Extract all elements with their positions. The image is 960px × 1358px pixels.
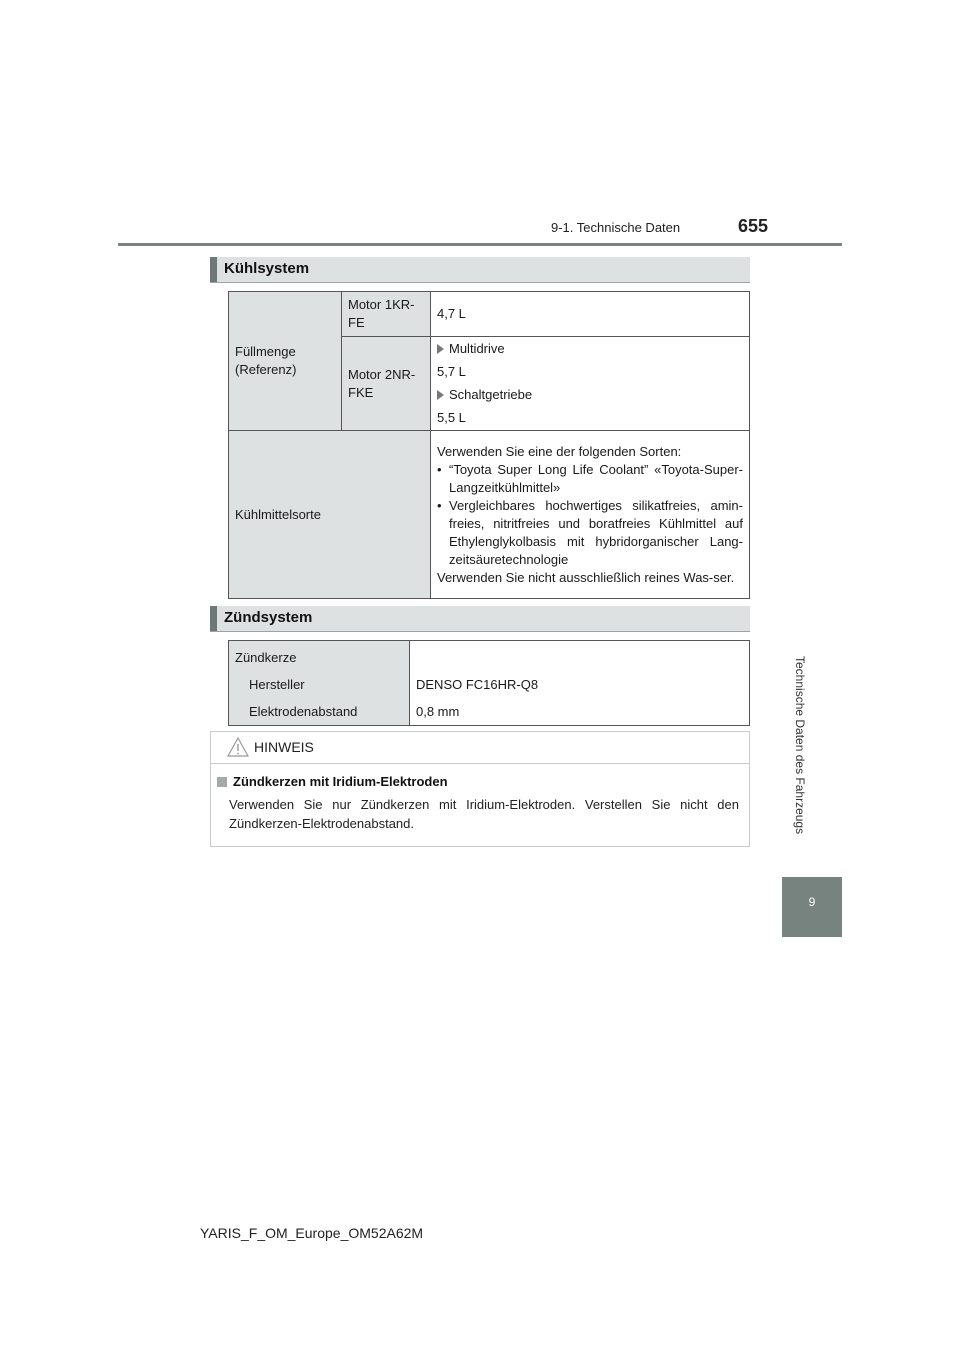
arrow-icon [437, 344, 444, 354]
fill-quantity-label: Füllmenge (Referenz) [235, 344, 297, 377]
cooling-section-title: Kühlsystem [224, 260, 310, 277]
notice-body: Verwenden Sie nur Zündkerzen mit Iridium-Elektroden. Verstellen Sie nicht den Zündkerzen-Elektrodenabstand. [229, 797, 739, 831]
engine-1kr-label: Motor 1KR-FE [348, 297, 415, 330]
arrow-icon [437, 390, 444, 400]
ignition-table [228, 640, 750, 726]
bullet-square-icon [217, 777, 227, 787]
manual-transmission-label: Schaltgetriebe [449, 387, 533, 402]
ignition-section-header [210, 606, 750, 632]
manual-transmission-value: 5,5 L [437, 410, 466, 425]
cooling-table [228, 291, 750, 599]
chapter-side-label: Technische Daten des Fahrzeugs [793, 656, 807, 835]
electrode-gap-label: Elektrodenabstand [249, 704, 358, 719]
electrode-gap-value: 0,8 mm [416, 704, 460, 719]
coolant-warning: Verwenden Sie nicht ausschließlich reines Was-ser. [437, 569, 735, 585]
section-marker [210, 257, 217, 282]
header-divider [118, 243, 842, 246]
spark-plug-label-cell [229, 641, 410, 726]
notice-header [211, 732, 749, 764]
manufacturer-value: DENSO FC16HR-Q8 [416, 677, 539, 692]
engine-2nr-label-cell [342, 337, 431, 431]
multidrive-label: Multidrive [449, 341, 505, 356]
section-marker [210, 606, 217, 631]
warning-triangle-icon [227, 737, 249, 757]
spark-plug-label: Zündkerze [235, 650, 297, 665]
engine-1kr-value: 4,7 L [437, 306, 466, 321]
manufacturer-label: Hersteller [249, 677, 305, 692]
cooling-section-header [210, 257, 750, 283]
notice-title: HINWEIS [254, 739, 314, 755]
coolant-option-2: Vergleichbares hochwertiges silikatfreies, amin-freies, nitritfreies und boratfreies Kühlmittel auf Ethylenglykolbasis mit hybridorganischer Lang-zeitsäuretechnologie [449, 497, 743, 567]
spark-plug-value-cell [410, 641, 750, 726]
engine-1kr-value-cell [431, 292, 750, 337]
coolant-type-label: Kühlmittelsorte [235, 506, 321, 522]
engine-1kr-label-cell [342, 292, 431, 337]
coolant-type-label-cell [229, 431, 431, 599]
multidrive-value: 5,7 L [437, 364, 466, 379]
ignition-section-title: Zündsystem [224, 609, 313, 626]
engine-2nr-value-cell [431, 337, 750, 431]
engine-2nr-label: Motor 2NR-FKE [348, 366, 416, 400]
notice-box [210, 731, 750, 847]
coolant-intro: Verwenden Sie eine der folgenden Sorten: [437, 443, 682, 459]
coolant-option-1: “Toyota Super Long Life Coolant” «Toyota-Super-Langzeitkühlmittel» [449, 461, 743, 495]
fill-quantity-label-cell [229, 292, 342, 431]
notice-subtitle: Zündkerzen mit Iridium-Elektroden [233, 774, 448, 789]
page-number: 655 [738, 216, 769, 236]
chapter-tab-number: 9 [808, 895, 816, 909]
document-id: YARIS_F_OM_Europe_OM52A62M [200, 1225, 424, 1241]
coolant-type-value-cell: Verwenden Sie eine der folgenden Sorten: • “Toyota Super Long Life Coolant” «Toyota-Super-Langzeitkühlmittel» • Vergleichbares hochwertiges silikatfreies, amin-freies, nitritfreies und boratfreies Kühlmittel auf Ethylenglykolbasis mit hybridorganischer Lang-zeitsäuretechnologie Verwenden Sie nicht ausschließlich reines Was-ser. [431, 431, 750, 599]
section-title: 9-1. Technische Daten [551, 220, 681, 235]
